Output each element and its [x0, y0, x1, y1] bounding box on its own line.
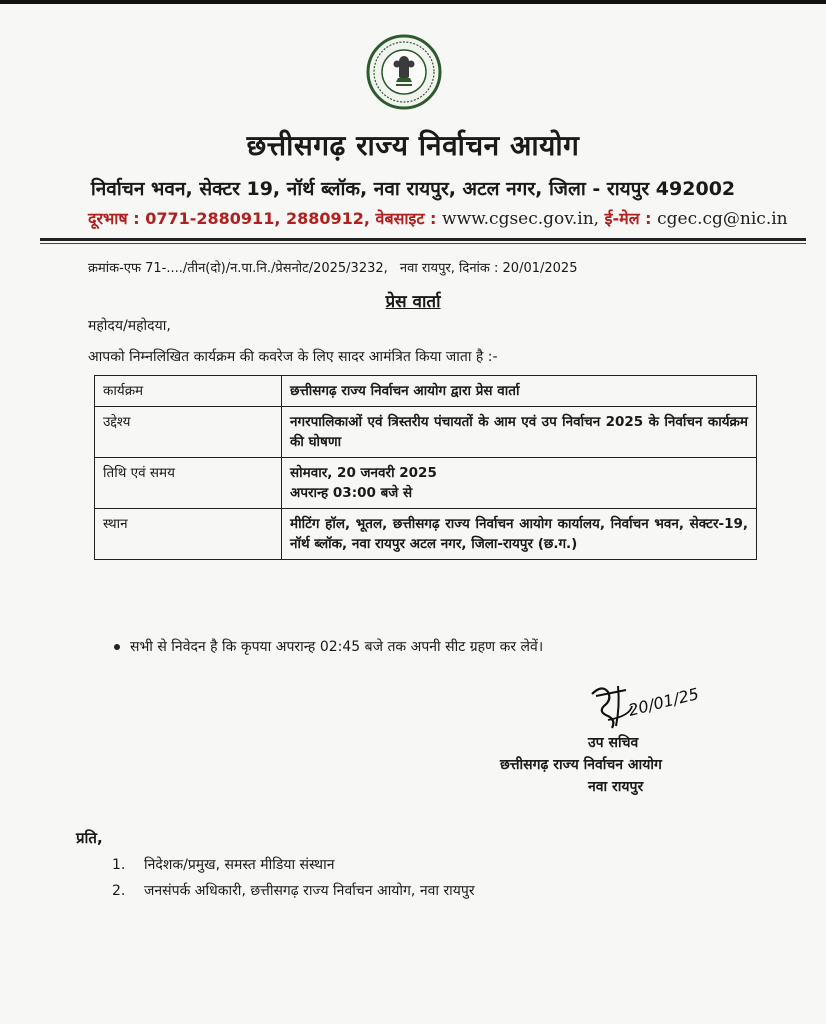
list-item: [112, 852, 475, 878]
signatory-designation: उप सचिव: [588, 735, 639, 751]
table-value: मीटिंग हॉल, भूतल, छत्तीसगढ़ राज्य निर्वाचन आयोग कार्यालय, निर्वाचन भवन, सेक्टर-19, नॉर्थ ब्लॉक, नवा रायपुर अटल नगर, जिला-रायपुर (छ.ग.): [282, 509, 757, 560]
table-key: कार्यक्रम: [95, 376, 282, 407]
bullet-dot-icon: [114, 644, 120, 650]
reference-line: [88, 258, 577, 276]
list-number: 1.: [112, 857, 126, 873]
website-link[interactable]: www.cgsec.gov.in,: [442, 209, 600, 229]
table-value: [282, 458, 757, 509]
list-text: निदेशक/प्रमुख, समस्त मीडिया संस्थान: [144, 857, 335, 873]
list-number: 2.: [112, 883, 126, 899]
table-value: छत्तीसगढ़ राज्य निर्वाचन आयोग द्वारा प्रेस वार्ता: [282, 376, 757, 407]
svg-text:20/01/25: 20/01/25: [626, 684, 701, 720]
time-text: अपरान्ह 03:00 बजे से: [290, 485, 413, 501]
document-heading: [0, 289, 826, 312]
signatory-office: छत्तीसगढ़ राज्य निर्वाचन आयोग: [500, 757, 662, 773]
invitation-text: आपको निम्नलिखित कार्यक्रम की कवरेज के लिए सादर आमंत्रित किया जाता है :-: [88, 349, 498, 365]
table-row: [95, 407, 757, 458]
state-election-commission-seal-icon: [366, 34, 442, 110]
contact-phone: दूरभाष : 0771-2880911, 2880912, वेबसाइट :: [88, 209, 437, 228]
place-date: नवा रायपुर, दिनांक : 20/01/2025: [399, 261, 578, 276]
signatory-location: नवा रायपुर: [588, 779, 644, 795]
table-row: [95, 458, 757, 509]
list-item: [112, 878, 475, 904]
email-link[interactable]: cgec.cg@nic.in: [657, 209, 788, 229]
program-details-table: [94, 375, 757, 560]
distribution-label: प्रति,: [76, 829, 103, 847]
seating-note: [114, 637, 543, 656]
header-divider-thin: [40, 243, 806, 244]
date-text: सोमवार, 20 जनवरी 2025: [290, 465, 437, 481]
reference-number: क्रमांक-एफ 71-..../तीन(दो)/न.पा.नि./प्रेसनोट/2025/3232,: [88, 261, 388, 276]
header-divider: [40, 238, 806, 241]
table-key: स्थान: [95, 509, 282, 560]
note-text: सभी से निवेदन है कि कृपया अपरान्ह 02:45 बजे तक अपनी सीट ग्रहण कर लेवें।: [130, 639, 544, 655]
table-key: तिथि एवं समय: [95, 458, 282, 509]
table-value: नगरपालिकाओं एवं त्रिस्तरीय पंचायतों के आम एवं उप निर्वाचन 2025 के निर्वाचन कार्यक्रम की घोषणा: [282, 407, 757, 458]
table-key: उद्देश्य: [95, 407, 282, 458]
handwritten-signature: [582, 676, 712, 736]
signatory-block: [500, 732, 760, 798]
table-row: [95, 509, 757, 560]
heading-text: प्रेस वार्ता: [385, 292, 441, 312]
list-text: जनसंपर्क अधिकारी, छत्तीसगढ़ राज्य निर्वाचन आयोग, नवा रायपुर: [144, 883, 475, 899]
distribution-list: [112, 852, 475, 904]
table-row: [95, 376, 757, 407]
salutation: महोदय/महोदया,: [88, 318, 171, 334]
office-address: निर्वाचन भवन, सेक्टर 19, नॉर्थ ब्लॉक, नवा रायपुर, अटल नगर, जिला - रायपुर 492002: [90, 178, 736, 200]
contact-email-label: ई-मेल :: [604, 209, 652, 228]
contact-line: [88, 207, 788, 229]
organization-title: छत्तीसगढ़ राज्य निर्वाचन आयोग: [246, 129, 580, 162]
